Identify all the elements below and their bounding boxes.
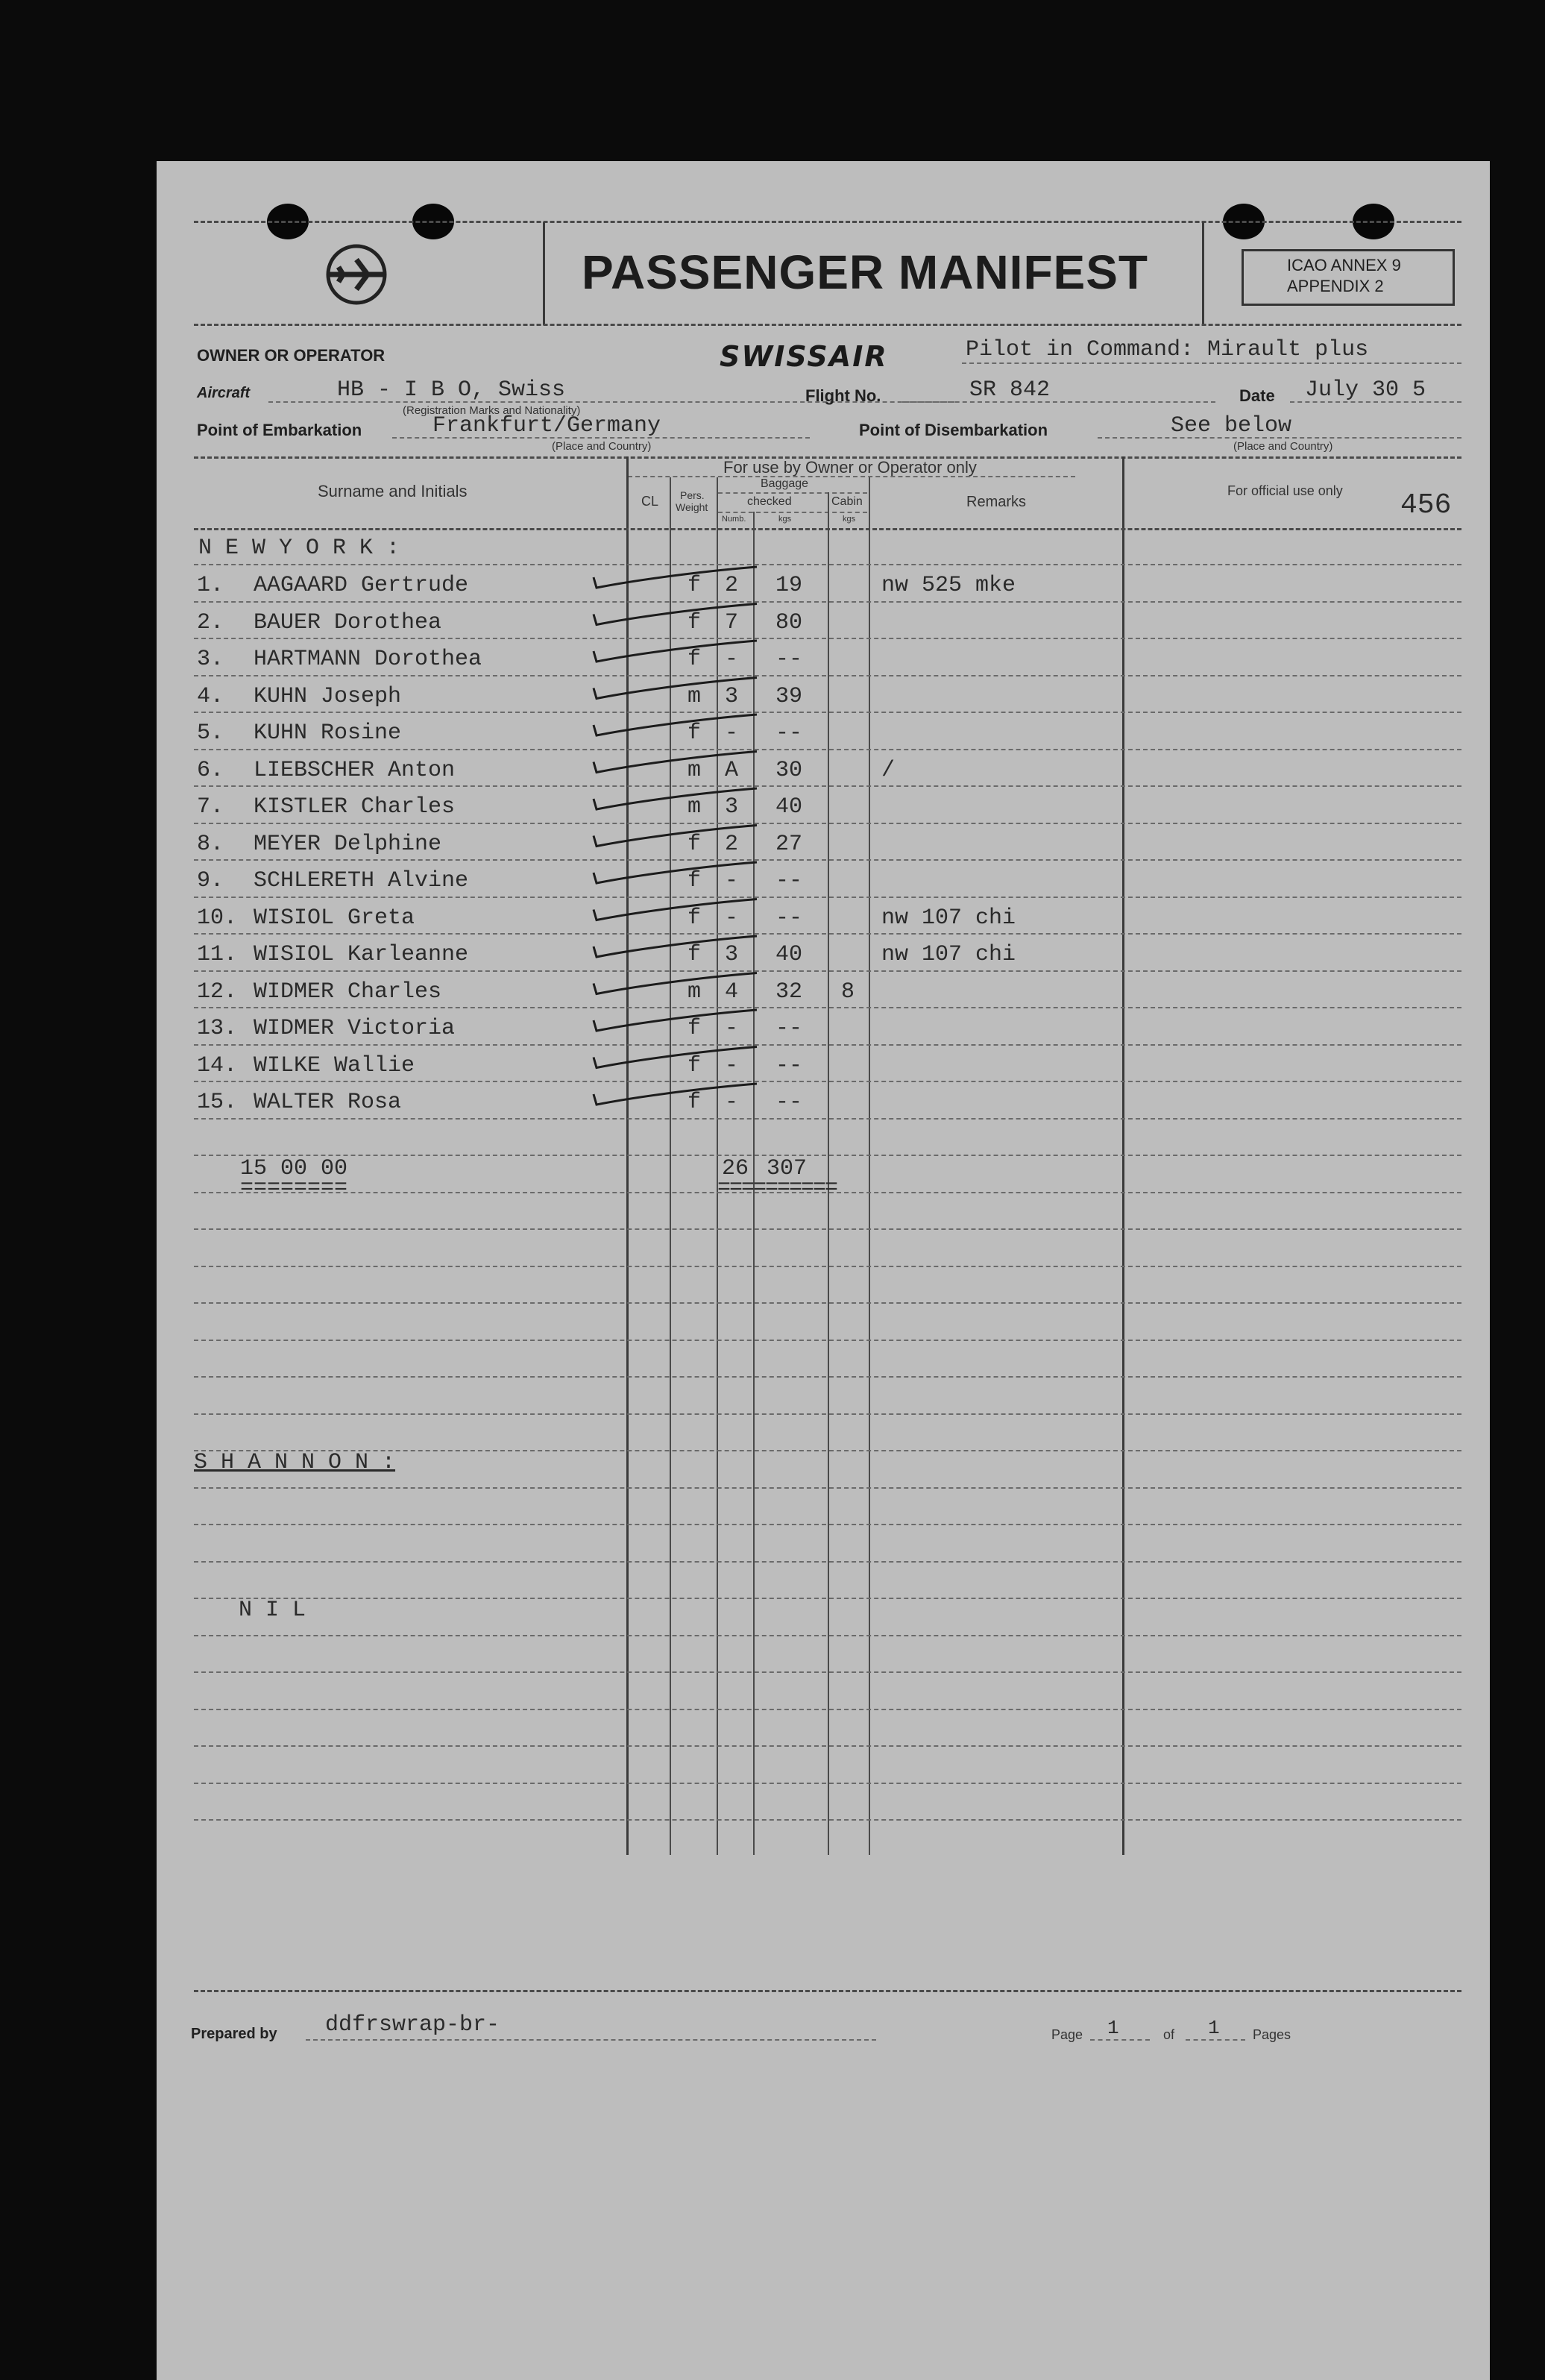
rule-line — [194, 1376, 1461, 1378]
underline — [962, 362, 1461, 364]
table-row — [157, 610, 1461, 647]
rule-line — [194, 1340, 1461, 1341]
icao-appendix: APPENDIX 2 — [1287, 277, 1384, 295]
table-row — [157, 758, 1461, 795]
section-shannon: S H A N N O N : — [194, 1450, 396, 1475]
col-pers-header: Pers. — [680, 489, 705, 501]
baggage-kgs: 27 — [775, 831, 803, 857]
rule-line — [194, 1155, 1461, 1156]
baggage-numb: 4 — [725, 979, 739, 1005]
baggage-numb: - — [725, 1052, 739, 1078]
table-row — [157, 684, 1461, 721]
col-numb-header: Numb. — [722, 515, 746, 524]
disembark-label: Point of Disembarkation — [859, 421, 1048, 439]
table-row — [157, 720, 1461, 758]
baggage-numb: - — [725, 1016, 739, 1041]
passenger-name: KUHN Rosine — [254, 720, 402, 746]
passenger-sex: m — [687, 979, 702, 1005]
check-mark-icon — [594, 973, 757, 994]
row-number: 2. — [197, 609, 224, 635]
underline — [1290, 401, 1461, 403]
passenger-sex: m — [687, 757, 702, 783]
check-mark-icon — [594, 788, 757, 809]
baggage-numb: 2 — [725, 831, 739, 857]
baggage-numb: - — [725, 720, 739, 746]
rule-line — [194, 1745, 1461, 1747]
passenger-name: WISIOL Greta — [254, 905, 415, 931]
passenger-sex: f — [687, 1052, 702, 1078]
check-mark-icon — [594, 752, 757, 773]
rule-line — [194, 1783, 1461, 1784]
shannon-nil: N I L — [239, 1598, 306, 1623]
check-mark-icon — [594, 604, 757, 625]
table-row — [157, 905, 1461, 943]
passenger-name: AAGAARD Gertrude — [254, 573, 469, 598]
passenger-sex: f — [687, 942, 702, 967]
passenger-sex: f — [687, 868, 702, 894]
embark-value: Frankfurt/Germany — [432, 413, 661, 439]
owner-use-header: For use by Owner or Operator only — [723, 458, 977, 477]
embark-note: (Place and Country) — [552, 440, 652, 453]
rule-line — [194, 1709, 1461, 1710]
flight-value: SR 842 — [969, 377, 1051, 403]
baggage-kgs: 30 — [775, 757, 803, 783]
col-kgs-header: kgs — [778, 515, 792, 524]
rule-line — [194, 1819, 1461, 1821]
baggage-kgs: -- — [775, 1090, 803, 1115]
rule-line — [194, 1598, 1461, 1599]
table-row — [157, 1053, 1461, 1090]
passenger-sex: f — [687, 905, 702, 931]
baggage-kgs: -- — [775, 905, 803, 931]
table-row — [157, 979, 1461, 1017]
underline — [392, 437, 810, 439]
icao-annex: ICAO ANNEX 9 — [1287, 256, 1401, 274]
footer-top-line — [194, 1990, 1461, 1992]
date-label: Date — [1239, 386, 1275, 405]
baggage-kgs: 40 — [775, 794, 803, 820]
col-surname-header: Surname and Initials — [318, 482, 468, 500]
col-official-header: For official use only — [1227, 483, 1343, 498]
passenger-sex: f — [687, 720, 702, 746]
of-value: 1 — [1208, 2017, 1220, 2039]
prepared-value: ddfrswrap-br- — [325, 2012, 500, 2038]
passenger-name: WALTER Rosa — [254, 1090, 402, 1115]
baggage-numb: - — [725, 647, 739, 672]
passenger-name: WISIOL Karleanne — [254, 942, 469, 967]
pages-label: Pages — [1253, 2027, 1291, 2042]
total-kgs-underline: ========== — [717, 1175, 837, 1201]
manifest-sheet — [157, 161, 1490, 2380]
row-number: 10. — [197, 905, 238, 931]
col-remarks-header: Remarks — [966, 494, 1027, 510]
remarks: nw 107 chi — [881, 905, 1016, 931]
header-divider — [1202, 222, 1204, 325]
header-bottom-line — [194, 324, 1461, 326]
baggage-kgs: -- — [775, 1052, 803, 1078]
remarks: / — [881, 757, 896, 783]
header-line — [718, 512, 867, 513]
page-label: Page — [1051, 2027, 1083, 2042]
row-number: 3. — [197, 647, 224, 672]
row-number: 15. — [197, 1090, 238, 1115]
table-row — [157, 794, 1461, 832]
row-number: 4. — [197, 683, 224, 709]
date-value: July 30 5 — [1305, 377, 1426, 403]
passenger-sex: m — [687, 794, 702, 820]
baggage-numb: 3 — [725, 942, 739, 967]
underline — [902, 401, 1215, 403]
passenger-name: WIDMER Victoria — [254, 1016, 456, 1041]
table-row — [157, 647, 1461, 684]
underline — [1186, 2039, 1245, 2041]
check-marks — [574, 549, 768, 1146]
passenger-sex: f — [687, 573, 702, 598]
baggage-kgs: 80 — [775, 609, 803, 635]
row-number: 1. — [197, 573, 224, 598]
rule-line — [194, 1302, 1461, 1304]
check-mark-icon — [594, 936, 757, 957]
check-mark-icon — [594, 641, 757, 662]
underline — [306, 2039, 876, 2041]
passenger-sex: m — [687, 683, 702, 709]
check-mark-icon — [594, 1010, 757, 1031]
prepared-label: Prepared by — [191, 2026, 277, 2042]
header-line — [628, 476, 1075, 477]
embark-label: Point of Embarkation — [197, 421, 362, 439]
row-number: 6. — [197, 757, 224, 783]
baggage-numb: A — [725, 757, 739, 783]
baggage-kgs: 32 — [775, 979, 803, 1005]
passenger-name: KUHN Joseph — [254, 683, 402, 709]
page-value: 1 — [1107, 2017, 1119, 2039]
table-header-bottom — [194, 528, 1461, 530]
baggage-kgs: -- — [775, 1016, 803, 1041]
passenger-name: WILKE Wallie — [254, 1052, 415, 1078]
check-mark-icon — [594, 715, 757, 735]
rule-line — [194, 1413, 1461, 1415]
check-mark-icon — [594, 1047, 757, 1068]
table-row — [157, 1090, 1461, 1127]
rule-line — [194, 1228, 1461, 1230]
rule-line — [194, 1524, 1461, 1525]
baggage-numb: 7 — [725, 609, 739, 635]
header-line — [718, 492, 867, 494]
row-number: 11. — [197, 942, 238, 967]
disembark-value: See below — [1171, 413, 1292, 439]
table-row — [157, 573, 1461, 610]
aircraft-label: Aircraft — [197, 385, 251, 401]
row-number: 13. — [197, 1016, 238, 1041]
remarks: nw 525 mke — [881, 573, 1016, 598]
disembark-note: (Place and Country) — [1233, 440, 1333, 453]
icao-box — [1242, 249, 1455, 306]
rule-line — [194, 564, 1461, 565]
passenger-name: BAUER Dorothea — [254, 609, 442, 635]
underline — [1098, 437, 1461, 439]
baggage-kgs: 40 — [775, 942, 803, 967]
check-mark-icon — [594, 899, 757, 920]
passenger-sex: f — [687, 1090, 702, 1115]
total-kgs: 307 — [767, 1156, 808, 1181]
underline — [1090, 2039, 1150, 2041]
passenger-sex: f — [687, 609, 702, 635]
row-number: 8. — [197, 831, 224, 857]
rule-line — [194, 1671, 1461, 1673]
baggage-kgs: 19 — [775, 573, 803, 598]
col-baggage-header: Baggage — [761, 477, 809, 490]
total-underline: ======== — [240, 1175, 348, 1201]
passenger-sex: f — [687, 647, 702, 672]
baggage-numb: 3 — [725, 794, 739, 820]
remarks: nw 107 chi — [881, 942, 1016, 967]
col-checked-header: checked — [747, 495, 792, 508]
baggage-numb: - — [725, 1090, 739, 1115]
total-label: 15 00 00 — [240, 1156, 348, 1181]
registration-note: (Registration Marks and Nationality) — [403, 404, 581, 417]
pilot-in-command: Pilot in Command: Mirault plus — [966, 337, 1369, 362]
row-number: 14. — [197, 1052, 238, 1078]
col-cl-header: CL — [641, 494, 659, 509]
aircraft-value: HB - I B O, Swiss — [337, 377, 566, 403]
check-mark-icon — [594, 1084, 757, 1105]
check-mark-icon — [594, 567, 757, 588]
row-number: 9. — [197, 868, 224, 894]
baggage-numb: - — [725, 905, 739, 931]
col-cabin-header: Cabin — [831, 495, 863, 508]
baggage-numb: 2 — [725, 573, 739, 598]
table-row — [157, 868, 1461, 905]
check-mark-icon — [594, 862, 757, 883]
total-numb: 26 — [722, 1156, 749, 1181]
flight-label: Flight No. — [805, 386, 881, 405]
airline-logo: SWISSAIR — [720, 340, 888, 373]
passenger-name: SCHLERETH Alvine — [254, 868, 469, 894]
baggage-kgs: -- — [775, 868, 803, 894]
page-title: PASSENGER MANIFEST — [582, 245, 1148, 299]
rule-line — [194, 1266, 1461, 1267]
section-new-york: N E W Y O R K : — [198, 536, 400, 561]
row-number: 12. — [197, 979, 238, 1005]
passenger-name: LIEBSCHER Anton — [254, 757, 456, 783]
table-row — [157, 832, 1461, 869]
table-row — [157, 1016, 1461, 1053]
passenger-name: WIDMER Charles — [254, 979, 442, 1005]
check-mark-icon — [594, 826, 757, 847]
airplane-logo-icon — [312, 230, 401, 319]
col-cabin-kgs-header: kgs — [843, 515, 856, 524]
cabin-kgs: 8 — [841, 979, 855, 1005]
baggage-kgs: 39 — [775, 683, 803, 709]
rule-line — [194, 1561, 1461, 1563]
baggage-kgs: -- — [775, 720, 803, 746]
rule-line — [194, 1487, 1461, 1489]
baggage-numb: 3 — [725, 683, 739, 709]
baggage-kgs: -- — [775, 647, 803, 672]
passenger-sex: f — [687, 831, 702, 857]
passenger-name: KISTLER Charles — [254, 794, 456, 820]
row-number: 7. — [197, 794, 224, 820]
passenger-name: MEYER Delphine — [254, 831, 442, 857]
of-label: of — [1163, 2027, 1175, 2042]
check-mark-icon — [594, 678, 757, 699]
owner-label: OWNER OR OPERATOR — [197, 346, 386, 365]
col-weight-header: Weight — [676, 501, 708, 513]
header-divider — [543, 222, 545, 325]
page-number-stamp: 456 — [1400, 489, 1452, 521]
table-row — [157, 942, 1461, 979]
passenger-name: HARTMANN Dorothea — [254, 647, 482, 672]
header-top-line — [194, 221, 1461, 223]
passenger-sex: f — [687, 1016, 702, 1041]
row-number: 5. — [197, 720, 224, 746]
rule-line — [194, 1635, 1461, 1636]
baggage-numb: - — [725, 868, 739, 894]
